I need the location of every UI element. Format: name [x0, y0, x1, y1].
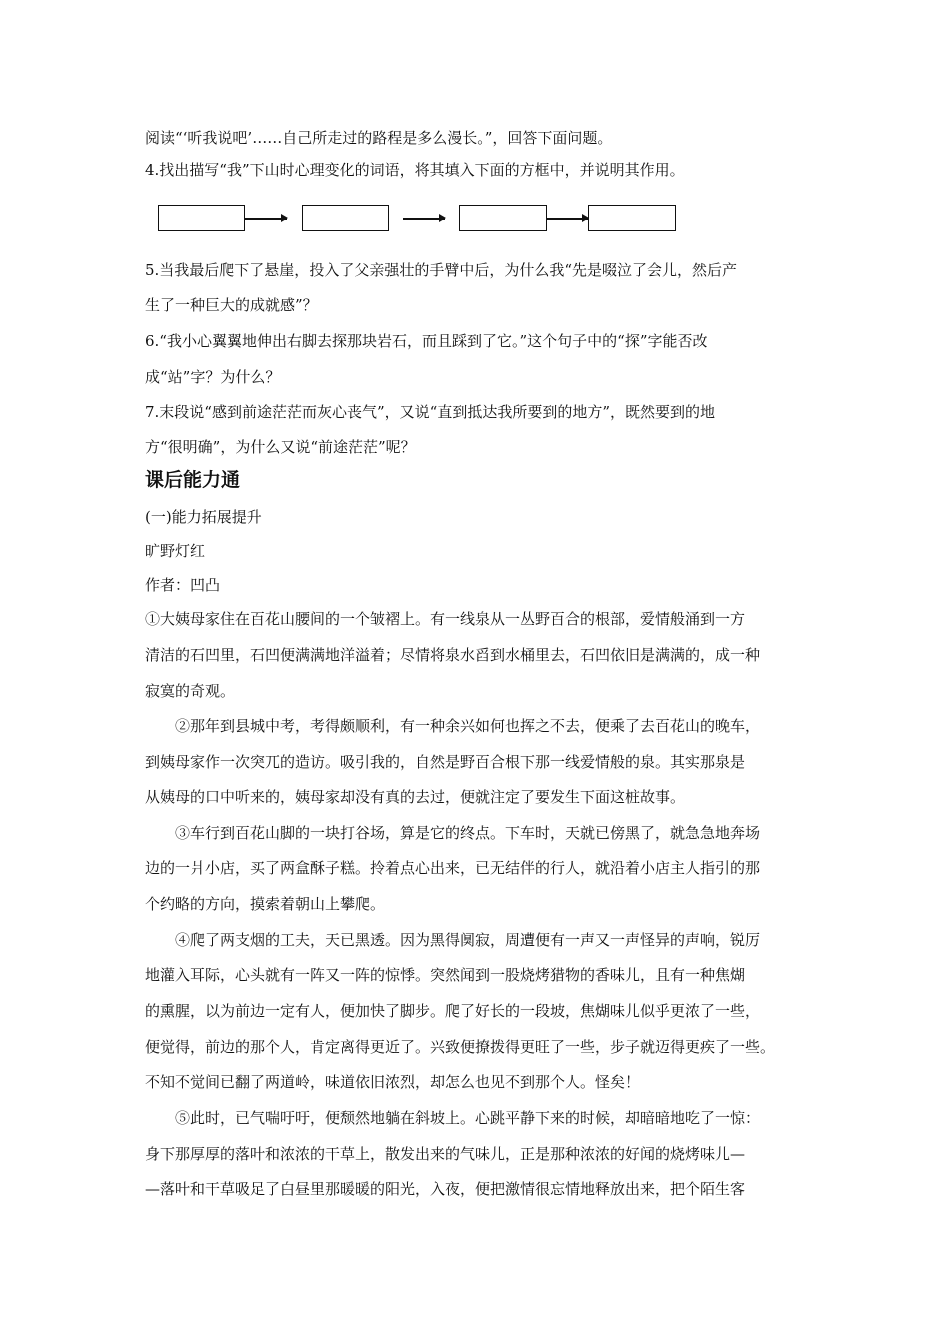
paragraph-2-line: 从姨母的口中听来的，姨母家却没有真的去过，便就注定了要发生下面这桩故事。: [145, 788, 686, 806]
paragraph-4-line: 的熏腥，以为前边一定有人，便加快了脚步。爬了好长的一段坡，焦煳味儿似乎更浓了一些，: [145, 1002, 761, 1020]
paragraph-4-line: 地灌入耳际，心头就有一阵又一阵的惊悸。突然闻到一股烧烤猎物的香味儿，且有一种焦煳: [145, 966, 746, 984]
story-author: 作者：凹凸: [145, 576, 221, 594]
paragraph-2-line: 到姨母家作一次突兀的造访。吸引我的，自然是野百合根下那一线爱情般的泉。其实那泉是: [145, 753, 746, 771]
subsection-title: (一)能力拓展提升: [145, 508, 262, 526]
arrow-right-icon: [547, 218, 588, 220]
answer-box-1[interactable]: [158, 205, 245, 231]
question-6-line-2: 成“站”字？为什么？: [145, 368, 281, 386]
answer-box-4[interactable]: [588, 205, 676, 231]
paragraph-1-line: 寂寞的奇观。: [145, 682, 236, 700]
question-7-line-2: 方“很明确”，为什么又说“前途茫茫”呢？: [145, 438, 416, 456]
question-6-line-1: 6.“我小心翼翼地伸出右脚去探那块岩石，而且踩到了它。”这个句子中的“探”字能否改: [145, 332, 708, 350]
paragraph-2-line: ②那年到县城中考，考得颇顺利，有一种余兴如何也挥之不去，便乘了去百花山的晚车，: [145, 717, 761, 735]
answer-box-3[interactable]: [459, 205, 547, 231]
paragraph-4-line: 便觉得，前边的那个人，肯定离得更近了。兴致便撩拨得更旺了一些，步子就迈得更疾了一些。: [145, 1038, 776, 1056]
paragraph-5-line: —落叶和干草吸足了白昼里那暖暖的阳光，入夜，便把激情很忘情地释放出来，把个陌生客: [145, 1180, 746, 1198]
paragraph-3-line: 个约略的方向，摸索着朝山上攀爬。: [145, 895, 386, 913]
paragraph-5-line: 身下那厚厚的落叶和浓浓的干草上，散发出来的气味儿，正是那种浓浓的好闻的烧烤味儿—: [145, 1145, 746, 1163]
question-5-line-1: 5.当我最后爬下了悬崖，投入了父亲强壮的手臂中后，为什么我“先是啜泣了会儿，然后产: [145, 261, 737, 279]
paragraph-1-line: ①大姨母家住在百花山腰间的一个皱褶上。有一线泉从一丛野百合的根部，爱情般涌到一方: [145, 610, 746, 628]
reading-instruction: 阅读“‘听我说吧’……自己所走过的路程是多么漫长。”，回答下面问题。: [145, 129, 613, 147]
story-title: 旷野灯红: [145, 542, 206, 560]
paragraph-1-line: 清洁的石凹里，石凹便满满地洋溢着；尽情将泉水舀到水桶里去，石凹依旧是满满的，成一种: [145, 646, 761, 664]
arrow-right-icon: [245, 218, 287, 220]
question-4: 4.找出描写“我”下山时心理变化的词语，将其填入下面的方框中，并说明其作用。: [145, 161, 685, 179]
paragraph-5-line: ⑤此时，已气喘吁吁，便颓然地躺在斜坡上。心跳平静下来的时候，却暗暗地吃了一惊：: [145, 1109, 761, 1127]
answer-box-2[interactable]: [302, 205, 389, 231]
question-5-line-2: 生了一种巨大的成就感”？: [145, 296, 318, 314]
paragraph-4-line: 不知不觉间已翻了两道岭，味道依旧浓烈，却怎么也见不到那个人。怪矣！: [145, 1073, 641, 1091]
question-7-line-1: 7.末段说“感到前途茫茫而灰心丧气”，又说“直到抵达我所要到的地方”，既然要到的地: [145, 403, 715, 421]
paragraph-3-line: ③车行到百花山脚的一块打谷场，算是它的终点。下车时，天就已傍黑了，就急急地奔场: [145, 824, 761, 842]
paragraph-3-line: 边的一爿小店，买了两盒酥子糕。拎着点心出来，已无结伴的行人，就沿着小店主人指引的那: [145, 859, 761, 877]
section-title: 课后能力通: [145, 469, 241, 491]
arrow-right-icon: [403, 218, 445, 220]
paragraph-4-line: ④爬了两支烟的工夫，天已黑透。因为黑得阒寂，周遭便有一声又一声怪异的声响，锐厉: [145, 931, 761, 949]
